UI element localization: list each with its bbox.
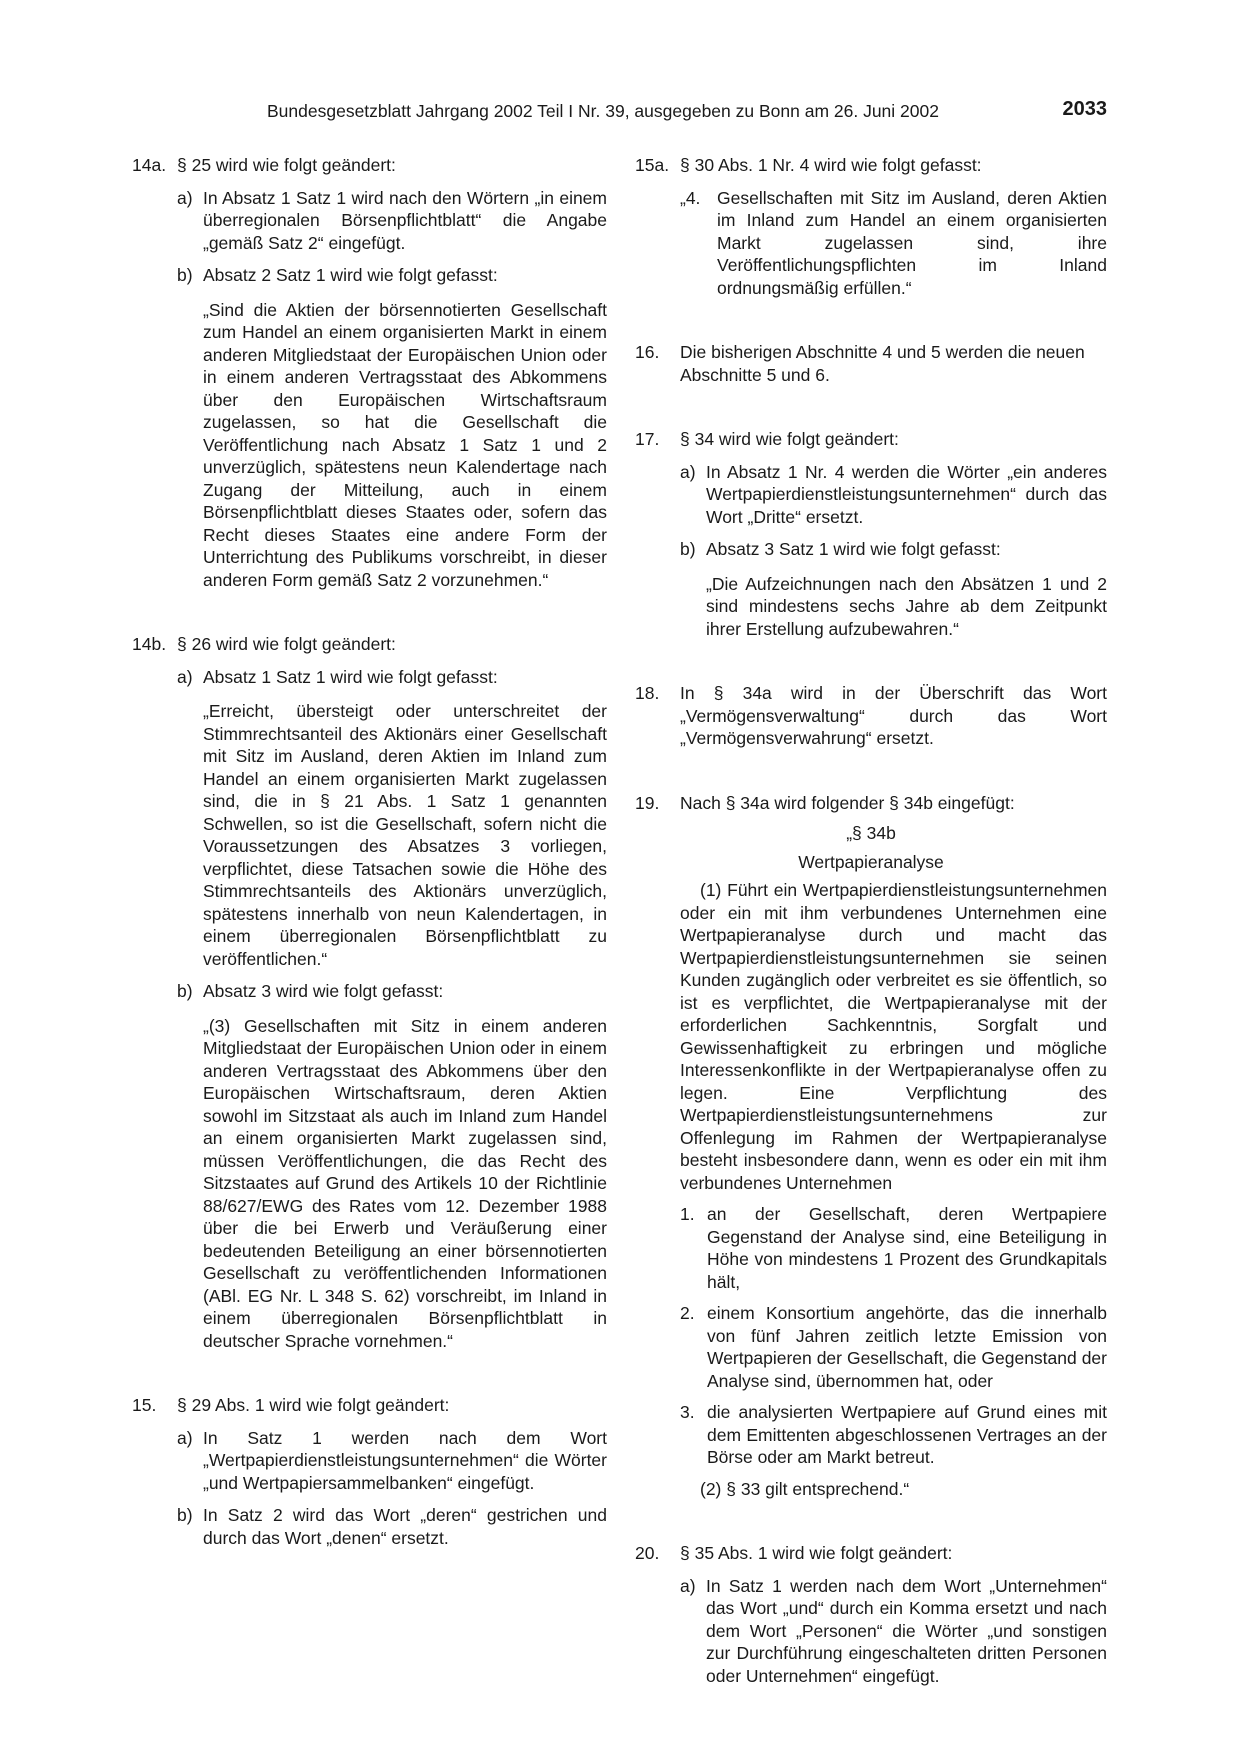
item-text: § 26 wird wie folgt geändert:	[177, 634, 396, 654]
item-17	[635, 428, 1107, 640]
quoted-text: „Sind die Aktien der börsennotierten Gesellschaft zum Handel an einem organisierten Markt in einem anderen Mitgliedstaat der Europäischen Union oder in einem anderen Vertragsstaat des Abkommens über den Europäischen Wirtschaftsraum zugelassen, so hat die Gesellschaft die Veröffentlichung nach Absatz 1 Satz 1 und 2 unverzüglich, spätestens neun Kalendertage nach Zugang der Mitteilung, auch in einem Börsenpflichtblatt dieses Staates oder, sofern das Recht dieses Staates eine andere Form der Unterrichtung des Publikums vorschreibt, in dieser anderen Form gemäß Satz 2 vorzunehmen.“	[203, 299, 607, 590]
paragraph-2: (2) § 33 gilt entsprechend.“	[700, 1478, 910, 1499]
right-column	[635, 154, 1107, 1687]
quoted-text: „Die Aufzeichnungen nach den Absätzen 1 und 2 sind mindestens sechs Jahre ab dem Zeitpunkt ihrer Erstellung aufzubewahren.“	[706, 573, 1107, 639]
item-text: § 30 Abs. 1 Nr. 4 wird wie folgt gefasst:	[680, 155, 982, 175]
list-text: einem Konsortium angehörte, das die innerhalb von fünf Jahren zeitlich letzte Emission von Wertpapieren der Gesellschaft, die Gegenstand der Analyse sind, übernommen hat, oder	[707, 1303, 1107, 1391]
subitem-b	[132, 1504, 607, 1549]
subitem-label: a)	[680, 1575, 696, 1596]
item-number: 19.	[635, 792, 660, 813]
item-text: § 34 wird wie folgt geändert:	[680, 429, 899, 449]
subitem-a	[132, 1427, 607, 1495]
subitem-b	[132, 264, 607, 591]
section-title: Wertpapieranalyse	[798, 851, 944, 872]
item-text: Die bisherigen Abschnitte 4 und 5 werden die neuen Abschnitte 5 und 6.	[680, 342, 1085, 385]
list-item	[680, 1203, 1107, 1293]
subitem-label: b)	[177, 1505, 193, 1525]
subitem-a	[635, 1575, 1107, 1688]
subitem-a	[132, 666, 607, 971]
paragraph-1: (1) Führt ein Wertpapierdienstleistungsunternehmen oder ein mit ihm verbundenes Unternehmen eine Wertpapieranalyse durch und macht das Wertpapierdienstleistungsunternehmen sie seinen Kunden zugänglich oder verbreitet es sie öffentlich, so ist es verpflichtet, die Wertpapieranalyse mit der erforderlichen Sachkenntnis, Sorgfalt und Gewissenhaftigkeit zu erbringen und mögliche Interessenkonflikte in der Wertpapieranalyse offen zu legen. Eine Verpflichtung des Wertpapierdienstleistungsunternehmens zur Offenlegung im Rahmen der Wertpapieranalyse besteht insbesondere dann, wenn es oder ein mit ihm verbundenes Unternehmen	[680, 880, 1107, 1193]
quoted-number-label: „4.	[680, 187, 701, 208]
subitem-label: a)	[177, 187, 193, 208]
item-15	[132, 1394, 607, 1549]
item-18	[635, 682, 1107, 750]
subitem-text: Absatz 1 Satz 1 wird wie folgt gefasst:	[203, 666, 498, 687]
item-19	[635, 792, 1107, 1501]
item-text: Nach § 34a wird folgender § 34b eingefügt:	[680, 792, 1015, 813]
subitem-b	[132, 980, 607, 1352]
item-14b	[132, 633, 607, 1352]
subitem-text: Absatz 3 wird wie folgt gefasst:	[203, 981, 444, 1001]
subitem-text: Absatz 3 Satz 1 wird wie folgt gefasst:	[706, 539, 1001, 559]
list-item	[680, 1401, 1107, 1469]
subitem-label: a)	[680, 461, 696, 482]
quoted-number-text: Gesellschaften mit Sitz im Ausland, deren Aktien im Inland zum Handel an einem organisierten Markt zugelassen sind, ihre Veröffentlichungspflichten im Inland ordnungsmäßig erfüllen.“	[717, 187, 1107, 298]
item-number: 15.	[132, 1395, 157, 1415]
list-text: die analysierten Wertpapiere auf Grund eines mit dem Emittenten abgeschlossenen Vertrages an der Börse oder am Markt betreut.	[707, 1402, 1107, 1467]
item-15a	[635, 154, 1107, 299]
quoted-text: „Erreicht, übersteigt oder unterschreitet der Stimmrechtsanteil des Aktionärs einer Gesellschaft mit Sitz im Ausland, deren Aktien im Inland zum Handel an einem organisierten Markt zugelassen sind, die in § 21 Abs. 1 Satz 1 genannten Schwellen, so ist die Gesellschaft, sofern nicht die Voraussetzungen des Absatzes 3 vorliegen, verpflichtet, diese Tatsachen sowie die Höhe des Stimmrechtsanteils des Aktionärs unverzüglich, spätestens innerhalb von neun Kalendertagen, in einem überregionalen Börsenpflichtblatt zu veröffentlichen.“	[203, 701, 607, 969]
subitem-label: a)	[177, 1427, 193, 1448]
item-number: 15a.	[635, 155, 670, 175]
subitem-text: Absatz 2 Satz 1 wird wie folgt gefasst:	[203, 265, 498, 285]
item-16	[635, 341, 1107, 386]
item-number: 18.	[635, 683, 660, 703]
item-text: § 29 Abs. 1 wird wie folgt geändert:	[177, 1395, 450, 1415]
subitem-label: b)	[177, 981, 193, 1001]
subitem-a	[132, 187, 607, 255]
list-label: 2.	[680, 1303, 695, 1323]
list-item	[680, 1302, 1107, 1392]
list-text: an der Gesellschaft, deren Wertpapiere Gegenstand der Analyse sind, eine Beteiligung in Höhe von mindestens 1 Prozent des Grundkapitals hält,	[707, 1204, 1107, 1292]
item-number: 14a.	[132, 155, 167, 175]
item-text: In § 34a wird in der Überschrift das Wort „Vermögensverwaltung“ durch das Wort „Vermögensverwahrung“ ersetzt.	[680, 683, 1107, 748]
subitem-text: In Satz 1 werden nach dem Wort „Wertpapierdienstleistungsunternehmen“ die Wörter „und Wertpapiersammelbanken“ eingefügt.	[203, 1427, 607, 1493]
subitem-text: In Absatz 1 Nr. 4 werden die Wörter „ein anderes Wertpapierdienstleistungsunternehmen“ durch das Wort „Dritte“ ersetzt.	[706, 461, 1107, 527]
page-header	[132, 98, 1107, 128]
item-text: § 25 wird wie folgt geändert:	[177, 155, 396, 175]
page-number: 2033	[1062, 98, 1107, 120]
item-number: 17.	[635, 429, 660, 449]
running-head: Bundesgesetzblatt Jahrgang 2002 Teil I Nr. 39, ausgegeben zu Bonn am 26. Juni 2002	[267, 101, 939, 121]
left-column	[132, 154, 607, 1549]
subitem-label: a)	[177, 666, 193, 687]
subitem-b	[635, 538, 1107, 640]
subitem-label: b)	[680, 539, 696, 559]
subitem-text: In Satz 2 wird das Wort „deren“ gestrichen und durch das Wort „denen“ ersetzt.	[203, 1505, 607, 1548]
subitem-text: In Absatz 1 Satz 1 wird nach den Wörtern „in einem überregionalen Börsenpflichtblatt“ die Angabe „gemäß Satz 2“ eingefügt.	[203, 187, 607, 253]
item-text: § 35 Abs. 1 wird wie folgt geändert:	[680, 1543, 953, 1563]
subitem-text: In Satz 1 werden nach dem Wort „Unternehmen“ das Wort „und“ durch ein Komma ersetzt und nach dem Wort „Personen“ die Wörter „und sonstigen zur Durchführung eingeschalteten dritten Personen oder Unternehmen“ eingefügt.	[706, 1575, 1107, 1686]
quoted-number-item	[680, 187, 1107, 300]
subitem-label: b)	[177, 265, 193, 285]
item-14a	[132, 154, 607, 591]
item-20	[635, 1542, 1107, 1687]
list-label: 3.	[680, 1402, 695, 1422]
item-number: 16.	[635, 342, 660, 362]
quoted-text: „(3) Gesellschaften mit Sitz in einem anderen Mitgliedstaat der Europäischen Union oder in einem anderen Vertragsstaat des Abkommens über den Europäischen Wirtschaftsraum, deren Aktien sowohl im Sitzstaat als auch im Inland zum Handel an einem organisierten Markt zugelassen sind, müssen Veröffentlichungen, die das Recht des Sitzstaates auf Grund des Artikels 10 der Richtlinie 88/627/EWG des Rates vom 12. Dezember 1988 über die bei Erwerb und Veräußerung einer bedeutenden Beteiligung an einer börsennotierten Gesellschaft zu veröffentlichenden Informationen (ABl. EG Nr. L 348 S. 62) vorschreibt, im Inland in einem überregionalen Börsenpflichtblatt in deutscher Sprache vornehmen.“	[203, 1015, 607, 1351]
list-label: 1.	[680, 1204, 695, 1224]
item-number: 14b.	[132, 634, 167, 654]
item-number: 20.	[635, 1543, 660, 1563]
subitem-a	[635, 461, 1107, 529]
section-number: „§ 34b	[846, 823, 896, 843]
